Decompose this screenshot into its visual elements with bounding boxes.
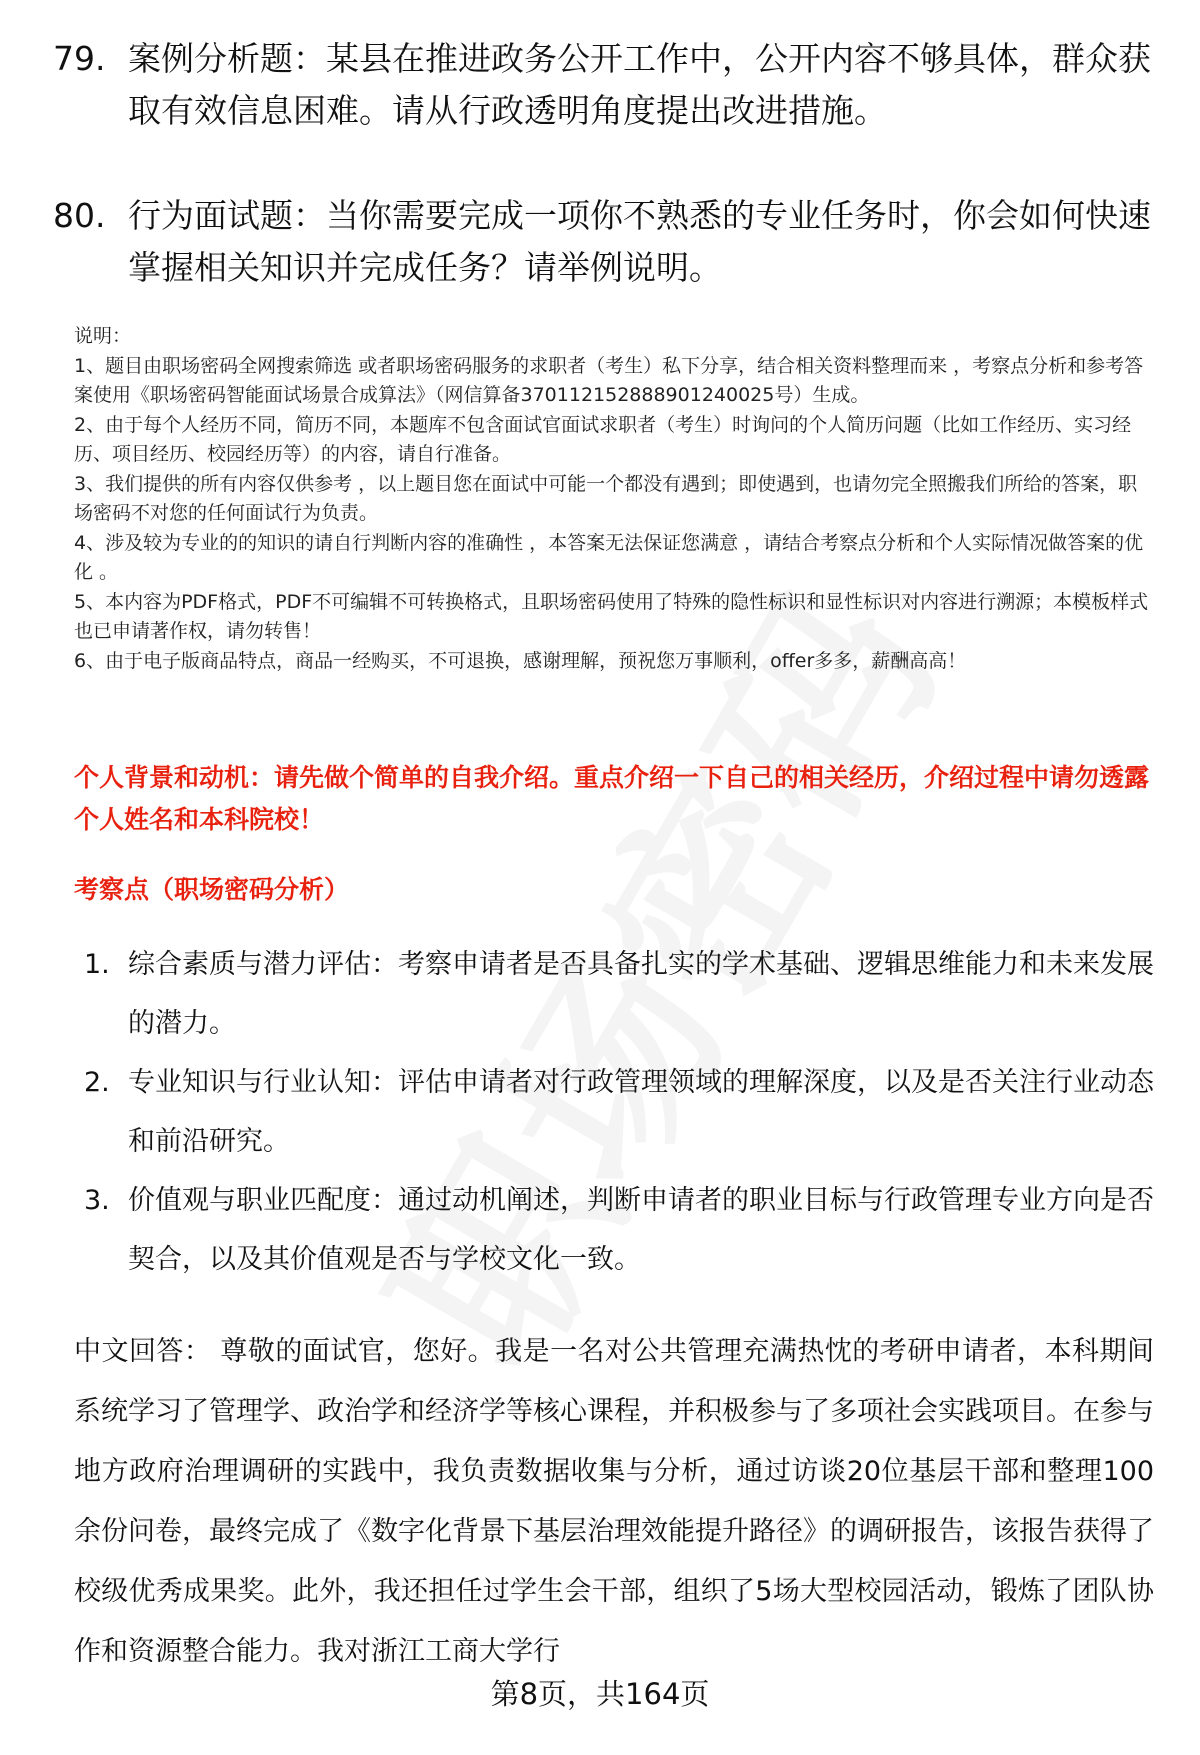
question-heading: 个人背景和动机：请先做个简单的自我介绍。重点介绍一下自己的相关经历，介绍过程中请勿透露个人姓名和本科院校！ [74, 763, 1150, 834]
question-number: 80. [53, 196, 106, 235]
note-item: 6、由于电子版商品特点，商品一经购买，不可退换，感谢理解，预祝您万事顺利，offer多多，薪酬高高！ [74, 649, 967, 672]
list-item [84, 1053, 1154, 1171]
note-item: 4、涉及较为专业的的知识的请自行判断内容的准确性 ，本答案无法保证您满意 ，请结合考察点分析和个人实际情况做答案的优化 。 [74, 531, 1144, 583]
item-text: 价值观与职业匹配度：通过动机阐述，判断申请者的职业目标与行政管理专业方向是否契合，以及其价值观是否与学校文化一致。 [128, 1185, 1154, 1275]
item-text: 专业知识与行业认知：评估申请者对行政管理领域的理解深度，以及是否关注行业动态和前沿研究。 [128, 1067, 1154, 1157]
question-79 [53, 33, 1153, 137]
item-text: 综合素质与潜力评估：考察申请者是否具备扎实的学术基础、逻辑思维能力和未来发展的潜力。 [128, 949, 1154, 1039]
question-text: 案例分析题：某县在推进政务公开工作中，公开内容不够具体，群众获取有效信息困难。请从行政透明角度提出改进措施。 [128, 39, 1151, 130]
list-item [84, 935, 1154, 1053]
item-number: 2. [84, 1067, 110, 1098]
question-number: 79. [53, 39, 106, 78]
note-item: 5、本内容为PDF格式，PDF不可编辑不可转换格式，且职场密码使用了特殊的隐性标识和显性标识对内容进行溯源；本模板样式也已申请著作权，请勿转售！ [74, 590, 1149, 642]
analysis-points [84, 935, 1154, 1289]
note-item: 1、题目由职场密码全网搜索筛选 或者职场密码服务的求职者（考生）私下分享，结合相关资料整理而来 ，考察点分析和参考答案使用《职场密码智能面试场景合成算法》（网信算备370112152888901240025号）生成。 [74, 354, 1144, 406]
page-number: 第8页，共164页 [490, 1677, 710, 1711]
notes-title: 说明： [74, 325, 132, 347]
question-80 [53, 190, 1153, 294]
analysis-heading: 考察点（职场密码分析） [74, 875, 350, 904]
note-item: 2、由于每个人经历不同，简历不同，本题库不包含面试官面试求职者（考生）时询问的个人简历问题（比如工作经历、实习经历、项目经历、校园经历等）的内容，请自行准备。 [74, 413, 1132, 465]
item-number: 3. [84, 1185, 110, 1216]
question-text: 行为面试题：当你需要完成一项你不熟悉的专业任务时，你会如何快速掌握相关知识并完成任务？请举例说明。 [128, 196, 1151, 287]
note-item: 3、我们提供的所有内容仅供参考 ，以上题目您在面试中可能一个都没有遇到；即使遇到，也请勿完全照搬我们所给的答案，职场密码不对您的任何面试行为负责。 [74, 472, 1138, 524]
answer-text: 中文回答： 尊敬的面试官，您好。我是一名对公共管理充满热忱的考研申请者，本科期间系统学习了管理学、政治学和经济学等核心课程，并积极参与了多项社会实践项目。在参与地方政府治理调研的实践中，我负责数据收集与分析，通过访谈20位基层干部和整理100余份问卷，最终完成了《数字化背景下基层治理效能提升路径》的调研报告，该报告获得了校级优秀成果奖。此外，我还担任过学生会干部，组织了5场大型校园活动，锻炼了团队协作和资源整合能力。我对浙江工商大学行 [74, 1336, 1154, 1667]
notes-section [74, 322, 1154, 676]
list-item [84, 1171, 1154, 1289]
item-number: 1. [84, 949, 110, 980]
